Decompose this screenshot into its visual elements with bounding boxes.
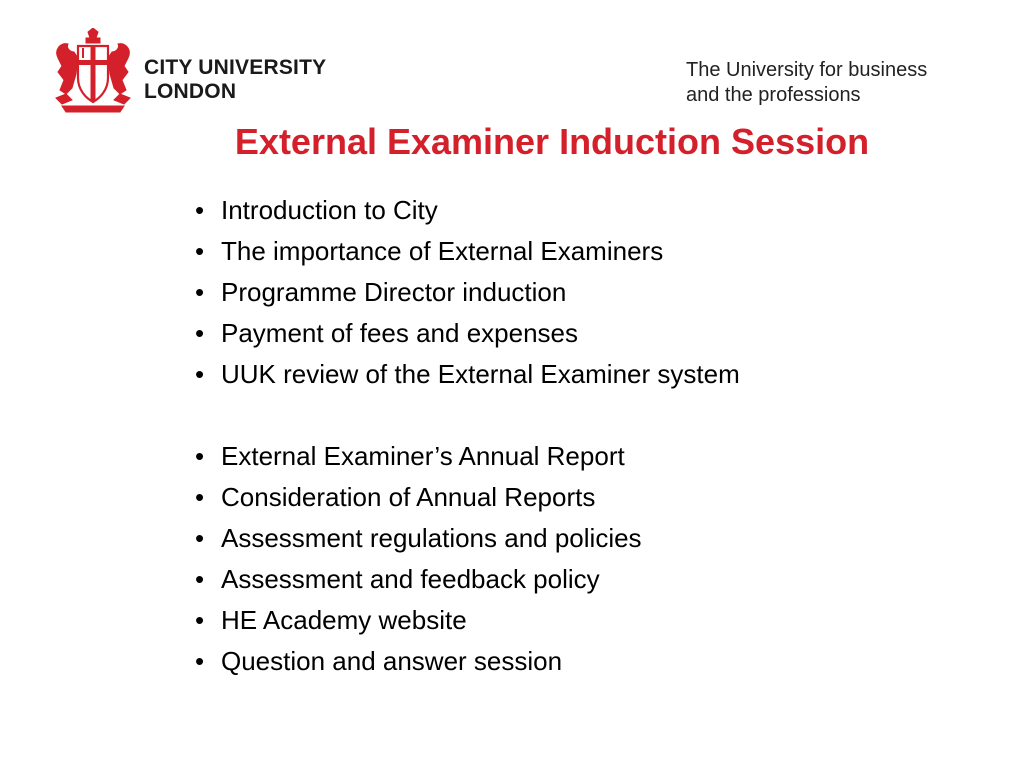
bullet-icon: • <box>195 605 205 635</box>
list-item <box>195 436 740 477</box>
list-item <box>195 272 740 313</box>
list-item <box>195 641 740 682</box>
bullet-icon: • <box>195 195 205 225</box>
bullet-icon: • <box>195 564 205 594</box>
city-university-crest-icon <box>52 28 134 114</box>
list-item-text: Assessment and feedback policy <box>221 564 600 594</box>
list-item-text: Assessment regulations and policies <box>221 523 642 553</box>
bullet-icon: • <box>195 277 205 307</box>
bullet-list <box>195 190 740 682</box>
list-item <box>195 600 740 641</box>
list-item-text: Introduction to City <box>221 195 438 225</box>
list-item-text: Question and answer session <box>221 646 563 676</box>
list-item <box>195 518 740 559</box>
city-university-logo <box>52 28 362 116</box>
list-item-text: Payment of fees and expenses <box>221 318 579 348</box>
bullet-icon: • <box>195 318 205 348</box>
list-item <box>195 231 740 272</box>
tagline <box>686 58 927 108</box>
bullet-icon: • <box>195 236 205 266</box>
slide-title: External Examiner Induction Session <box>234 121 870 162</box>
bullet-icon: • <box>195 359 205 389</box>
list-item <box>195 354 740 395</box>
list-spacer <box>195 395 740 436</box>
list-item <box>195 313 740 354</box>
list-item-text: The importance of External Examiners <box>221 236 664 266</box>
list-item <box>195 559 740 600</box>
bullet-icon: • <box>195 441 205 471</box>
university-name-line2: LONDON <box>144 80 237 103</box>
bullet-icon: • <box>195 482 205 512</box>
list-item-text: External Examiner’s Annual Report <box>221 441 625 471</box>
bullet-icon: • <box>195 646 205 676</box>
tagline-line1: The University for business <box>686 59 928 81</box>
university-name <box>144 56 326 104</box>
list-item-text: UUK review of the External Examiner system <box>221 359 740 389</box>
list-item <box>195 477 740 518</box>
list-item <box>195 190 740 231</box>
bullet-icon: • <box>195 523 205 553</box>
tagline-line2: and the professions <box>686 84 861 106</box>
list-item-text: Consideration of Annual Reports <box>221 482 596 512</box>
list-item-text: Programme Director induction <box>221 277 567 307</box>
list-item-text: HE Academy website <box>221 605 467 635</box>
university-name-line1: CITY UNIVERSITY <box>144 56 327 79</box>
